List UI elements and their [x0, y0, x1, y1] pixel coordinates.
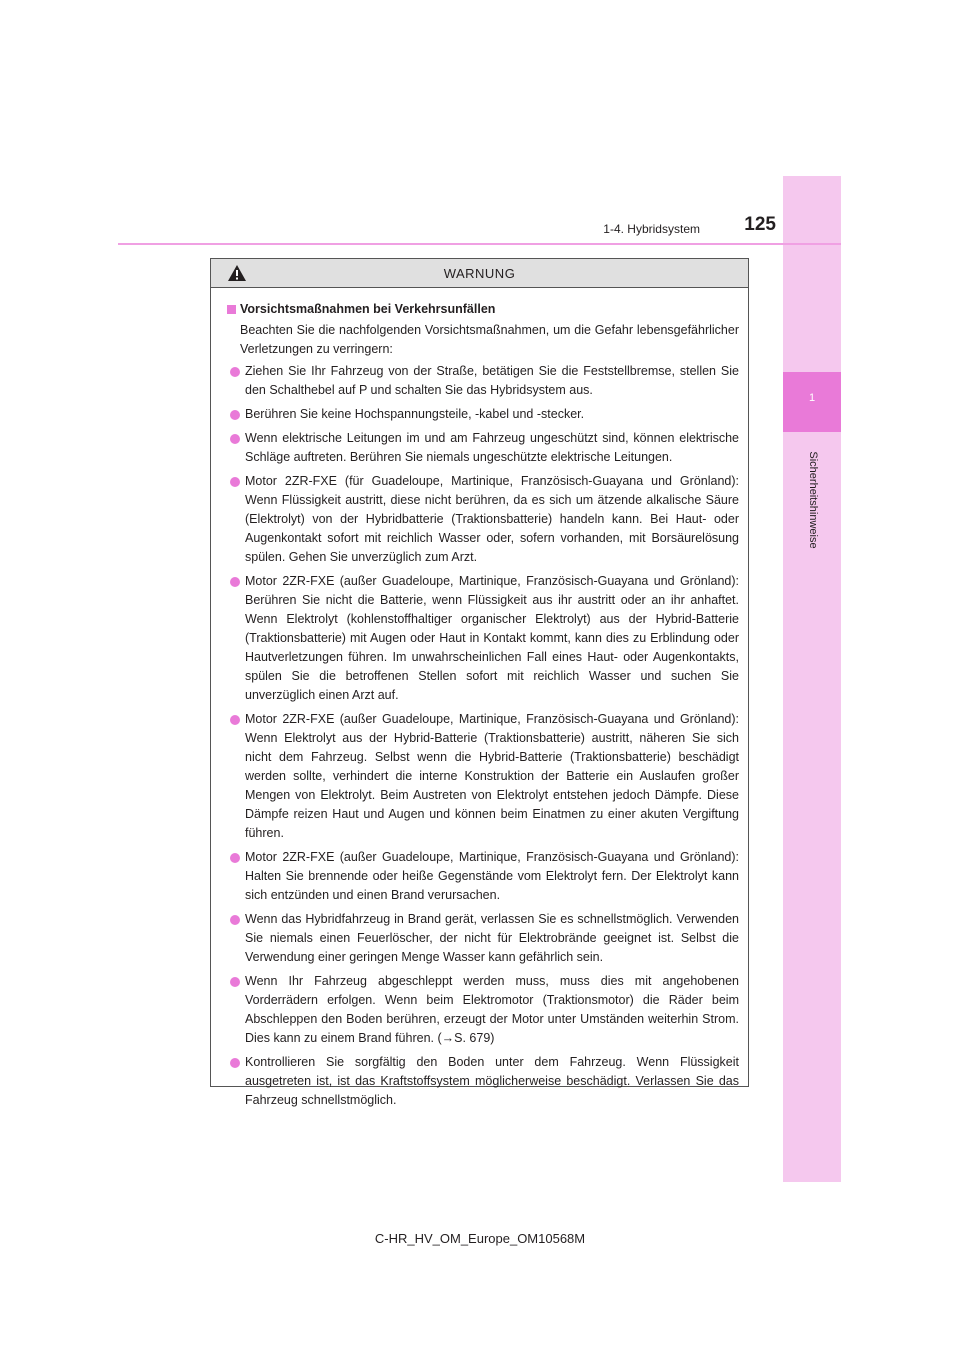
- list-item-text: Ziehen Sie Ihr Fahrzeug von der Straße, betätigen Sie die Feststellbremse, stellen Sie den Schalthebel auf P und schalten Sie das Hybridsystem aus.: [245, 364, 739, 397]
- warning-list: [227, 362, 739, 1110]
- circle-bullet-icon: [230, 367, 240, 377]
- chapter-label: Sicherheitshinweise: [807, 451, 819, 549]
- list-item-text: Berühren Sie keine Hochspannungsteile, -kabel und -stecker.: [245, 407, 585, 421]
- list-item: [227, 405, 739, 424]
- warning-triangle-icon: [227, 264, 247, 282]
- circle-bullet-icon: [230, 1058, 240, 1068]
- circle-bullet-icon: [230, 853, 240, 863]
- side-band: [783, 176, 841, 1182]
- list-item: [227, 472, 739, 567]
- chapter-number: 1: [808, 392, 816, 404]
- list-item: [227, 910, 739, 967]
- list-item-text: Wenn das Hybridfahrzeug in Brand gerät, verlassen Sie es schnellstmöglich. Verwenden Sie niemals einen Feuerlöscher, der nicht für Elektrobrände geeignet ist. Selbst die Verwendung einer geringen Menge Wasser kann gefährlich sein.: [245, 912, 739, 964]
- circle-bullet-icon: [230, 477, 240, 487]
- warning-header: [211, 259, 748, 288]
- warning-label: WARNUNG: [443, 265, 516, 281]
- page-number: 125: [744, 214, 776, 235]
- list-item-text: Motor 2ZR-FXE (außer Guadeloupe, Martinique, Französisch-Guayana und Grönland): Halten Sie brennende oder heiße Gegenstände vom Elektrolyt fern. Der Elektrolyt kann sich entzünden und einen Brand verursachen.: [245, 850, 739, 902]
- warning-heading: [227, 300, 739, 319]
- list-item-text: Kontrollieren Sie sorgfältig den Boden unter dem Fahrzeug. Wenn Flüssigkeit ausgetreten ist, ist das Kraftstoffsystem möglicherweise beschädigt. Verlassen Sie das Fahrzeug schnellstmöglich.: [245, 1055, 739, 1107]
- list-item-text: Motor 2ZR-FXE (außer Guadeloupe, Martinique, Französisch-Guayana und Grönland): Wenn Elektrolyt aus der Hybrid-Batterie (Traktionsbatterie) austritt, näheren Sie sich nicht dem Fahrzeug. Selbst wenn die Hybrid-Batterie (Traktionsbatterie) beschädigt werden sollte, verhindert die interne Konstruktion der Batterie ein Auslaufen großer Mengen von Elektrolyt. Beim Austreten von Elektrolyt entstehen jedoch Dämpfe. Diese Dämpfe reizen Haut und Augen und können beim Einatmen zu einer akuten Vergiftung führen.: [245, 712, 739, 840]
- header-rule: [118, 243, 841, 245]
- circle-bullet-icon: [230, 977, 240, 987]
- square-bullet-icon: [227, 305, 236, 314]
- warning-box: [210, 258, 749, 1107]
- list-item: [227, 848, 739, 905]
- list-item: [227, 362, 739, 400]
- list-item-text: Motor 2ZR-FXE (außer Guadeloupe, Martinique, Französisch-Guayana und Grönland): Berühren Sie nicht die Batterie, wenn Flüssigkeit aus ihr austritt oder an ihr anhaftet. Wenn Elektrolyt (kohlenstoffhaltiger organischer Elektrolyt) aus der Hybrid-Batterie (Traktionsbatterie) mit Augen oder Haut in Kontakt kommt, kann dies zu Erblindung oder Hautverletzungen führen. Im unwahrscheinlichen Fall eines Haut- oder Augenkontakts, spülen Sie die betroffenen Stellen sofort mit reichlich Wasser und suchen Sie unverzüglich einen Arzt auf.: [245, 574, 739, 702]
- list-item: [227, 429, 739, 467]
- list-item: [227, 710, 739, 843]
- list-item-text: Wenn elektrische Leitungen im und am Fahrzeug ungeschützt sind, können elektrische Schläge auftreten. Berühren Sie niemals ungeschützte elektrische Leitungen.: [245, 431, 739, 464]
- list-item: [227, 1053, 739, 1110]
- circle-bullet-icon: [230, 434, 240, 444]
- section-title: 1-4. Hybridsystem: [603, 222, 700, 236]
- circle-bullet-icon: [230, 410, 240, 420]
- warning-heading-text: Vorsichtsmaßnahmen bei Verkehrsunfällen: [240, 302, 496, 316]
- list-item-text: Motor 2ZR-FXE (für Guadeloupe, Martinique, Französisch-Guayana und Grönland): Wenn Flüssigkeit austritt, diese nicht berühren, da es sich um ätzende alkalische Säure (Elektrolyt) von der Hybridbatterie (Traktionsbatterie) handeln kann. Bei Haut- oder Augenkontakt sofort mit reichlich Wasser oder, sofern vorhanden, mit Borsäurelösung spülen. Gehen Sie unverzüglich zum Arzt.: [245, 474, 739, 564]
- warning-body: [211, 288, 748, 1110]
- list-item: [227, 972, 739, 1048]
- list-item: [227, 572, 739, 705]
- list-item-text: Wenn Ihr Fahrzeug abgeschleppt werden muss, muss dies mit angehobenen Vorderrädern erfolgen. Wenn beim Elektromotor (Traktionsmotor) die Räder beim Abschleppen den Boden berühren, erzeugt der Motor unter Umständen weiterhin Strom. Dies kann zu einem Brand führen. (→S. 679): [245, 974, 739, 1045]
- circle-bullet-icon: [230, 715, 240, 725]
- warning-intro: Beachten Sie die nachfolgenden Vorsichtsmaßnahmen, um die Gefahr lebensgefährlicher Verletzungen zu verringern:: [240, 323, 739, 356]
- circle-bullet-icon: [230, 577, 240, 587]
- document-id-footer: C-HR_HV_OM_Europe_OM10568M: [374, 1231, 586, 1246]
- circle-bullet-icon: [230, 915, 240, 925]
